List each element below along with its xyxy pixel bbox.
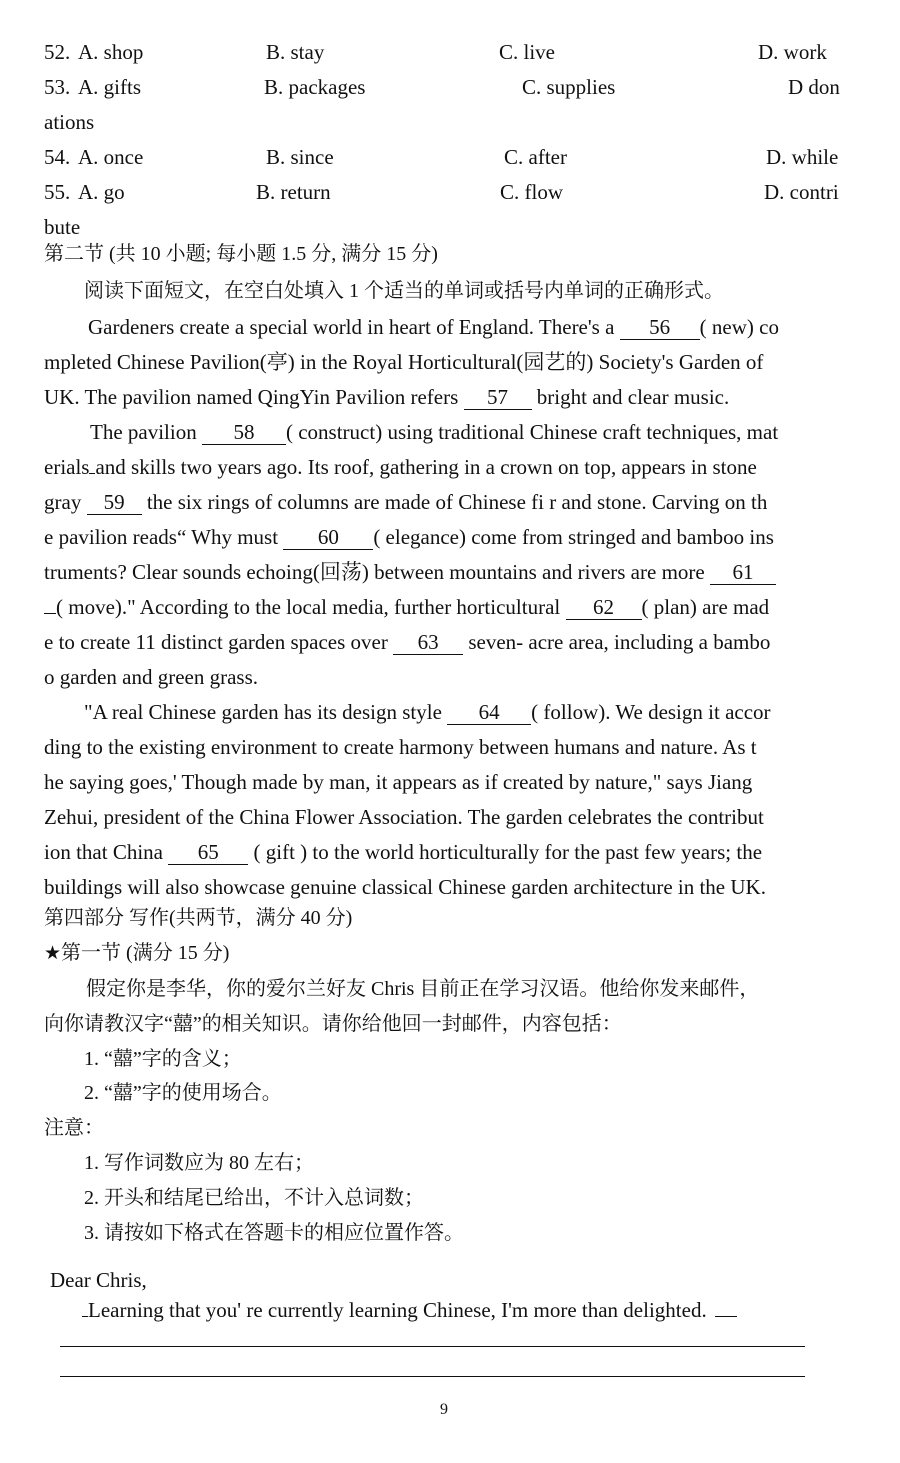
option-53-wrap: ations <box>44 110 95 134</box>
blank-58[interactable]: 58 <box>202 421 286 445</box>
star-icon: ★ <box>44 942 62 964</box>
passage-text: ( gift ) to the world horticulturally for the past few years; the <box>248 840 763 864</box>
option-52-b: B. stay <box>266 40 325 64</box>
option-num-53: 53. <box>44 75 71 99</box>
passage-line-9 <box>44 595 769 620</box>
page-number: 9 <box>440 1401 448 1418</box>
blank-63[interactable]: 63 <box>393 631 463 655</box>
letter-opening <box>82 1298 737 1323</box>
option-55-d: D. contri <box>764 180 839 204</box>
blank-57[interactable]: 57 <box>464 386 532 410</box>
passage-line-3 <box>44 385 729 410</box>
passage-text: ( construct) using traditional Chinese craft techniques, mat <box>285 420 779 444</box>
passage-line-6 <box>44 490 767 515</box>
passage-text: ( elegance) come from stringed and bamboo ins <box>373 525 774 549</box>
write-line-start[interactable] <box>715 1300 737 1317</box>
section1-heading: 第一节 (满分 15 分) <box>61 942 230 964</box>
blank-61-continued <box>44 613 56 614</box>
blank-56[interactable]: 56 <box>620 316 700 340</box>
passage-text: ( follow). We design it accor <box>531 700 771 724</box>
section2-instruction: 阅读下面短文，在空白处填入 1 个适当的单词或括号内单词的正确形式。 <box>84 280 724 302</box>
prompt-line-2: 向你请教汉字“囍”的相关知识。请你给他回一封邮件，内容包括： <box>44 1013 622 1035</box>
passage-line-1 <box>88 315 779 340</box>
passage-text: truments? Clear sounds echoing(回荡) between mountains and rivers are more <box>44 560 710 584</box>
prompt-item-2: 2. “囍”字的使用场合。 <box>84 1082 282 1104</box>
passage-line-8 <box>44 560 776 585</box>
option-54-c: C. after <box>504 145 567 169</box>
option-54-b: B. since <box>266 145 334 169</box>
passage-text: and skills two years ago. Its roof, gathering in a crown on top, appears in stone <box>95 455 757 479</box>
passage-text: seven- acre area, including a bambo <box>463 630 771 654</box>
passage-line-4 <box>90 420 778 445</box>
blank-65[interactable]: 65 <box>168 841 248 865</box>
prompt-line-1: 假定你是李华，你的爱尔兰好友 Chris 目前正在学习汉语。他给你发来邮件， <box>86 978 760 1000</box>
part4-heading: 第四部分 写作(共两节，满分 40 分) <box>44 907 353 929</box>
note-3: 3. 请按如下格式在答题卡的相应位置作答。 <box>84 1222 464 1244</box>
option-55-a: A. go <box>78 180 125 204</box>
passage-line-2: mpleted Chinese Pavilion(亭) in the Royal Horticultural(园艺的) Society's Garden of <box>44 350 764 374</box>
passage-text: Gardeners create a special world in heart of England. There's a <box>88 315 620 339</box>
passage-text: ( plan) are mad <box>641 595 770 619</box>
option-54-a: A. once <box>78 145 144 169</box>
passage-text: "A real Chinese garden has its design style <box>84 700 448 724</box>
passage-text: ( new) co <box>699 315 779 339</box>
option-53-d: D don <box>788 75 840 99</box>
prompt-item-1: 1. “囍”字的含义； <box>84 1048 242 1070</box>
part4-section1 <box>44 941 229 965</box>
passage-line-17: buildings will also showcase genuine classical Chinese garden architecture in the UK. <box>44 875 766 899</box>
option-54-d: D. while <box>766 145 839 169</box>
option-55-wrap: bute <box>44 215 81 239</box>
passage-line-10 <box>44 630 770 655</box>
letter-greeting: Dear Chris, <box>50 1268 147 1292</box>
section2-heading: 第二节 (共 10 小题; 每小题 1.5 分, 满分 15 分) <box>44 243 438 265</box>
passage-line-13: ding to the existing environment to create harmony between humans and nature. As t <box>44 735 757 759</box>
passage-line-11: o garden and green grass. <box>44 665 258 689</box>
passage-line-12 <box>84 700 771 725</box>
passage-text: e to create 11 distinct garden spaces over <box>44 630 394 654</box>
passage-text: ion that China <box>44 840 169 864</box>
note-label: 注意： <box>44 1117 104 1139</box>
blank-61[interactable]: 61 <box>710 561 776 585</box>
passage-line-7 <box>44 525 774 550</box>
passage-text: ( move)." According to the local media, further horticultural <box>56 595 566 619</box>
note-1: 1. 写作词数应为 80 左右； <box>84 1152 314 1174</box>
option-53-b: B. packages <box>264 75 366 99</box>
passage-line-16 <box>44 840 762 865</box>
option-53-c: C. supplies <box>522 75 616 99</box>
opening-text: Learning that you' re currently learning Chinese, I'm more than delighted. <box>88 1298 707 1322</box>
option-52-d: D. work <box>758 40 827 64</box>
passage-line-5 <box>44 455 757 480</box>
note-2: 2. 开头和结尾已给出，不计入总词数； <box>84 1187 424 1209</box>
blank-62[interactable]: 62 <box>566 596 642 620</box>
option-52-c: C. live <box>499 40 555 64</box>
blank-64[interactable]: 64 <box>447 701 531 725</box>
passage-line-15: Zehui, president of the China Flower Association. The garden celebrates the contribut <box>44 805 764 829</box>
blank-59[interactable]: 59 <box>87 491 142 515</box>
option-num-54: 54. <box>44 145 71 169</box>
option-52-a: A. shop <box>78 40 144 64</box>
option-num-52: 52. <box>44 40 71 64</box>
option-55-c: C. flow <box>500 180 563 204</box>
passage-text: the six rings of columns are made of Chinese fi r and stone. Carving on th <box>141 490 768 514</box>
blank-60[interactable]: 60 <box>283 526 373 550</box>
passage-line-14: he saying goes,' Though made by man, it appears as if created by nature," says Jiang <box>44 770 753 794</box>
passage-text: e pavilion reads“ Why must <box>44 525 284 549</box>
passage-text: gray <box>44 490 87 514</box>
option-55-b: B. return <box>256 180 331 204</box>
passage-text: erials <box>44 455 90 479</box>
answer-line-2[interactable] <box>60 1376 805 1377</box>
passage-text: The pavilion <box>90 420 202 444</box>
answer-line-1[interactable] <box>60 1346 805 1347</box>
option-53-a: A. gifts <box>78 75 141 99</box>
passage-text: bright and clear music. <box>531 385 730 409</box>
option-num-55: 55. <box>44 180 71 204</box>
passage-text: UK. The pavilion named QingYin Pavilion refers <box>44 385 464 409</box>
